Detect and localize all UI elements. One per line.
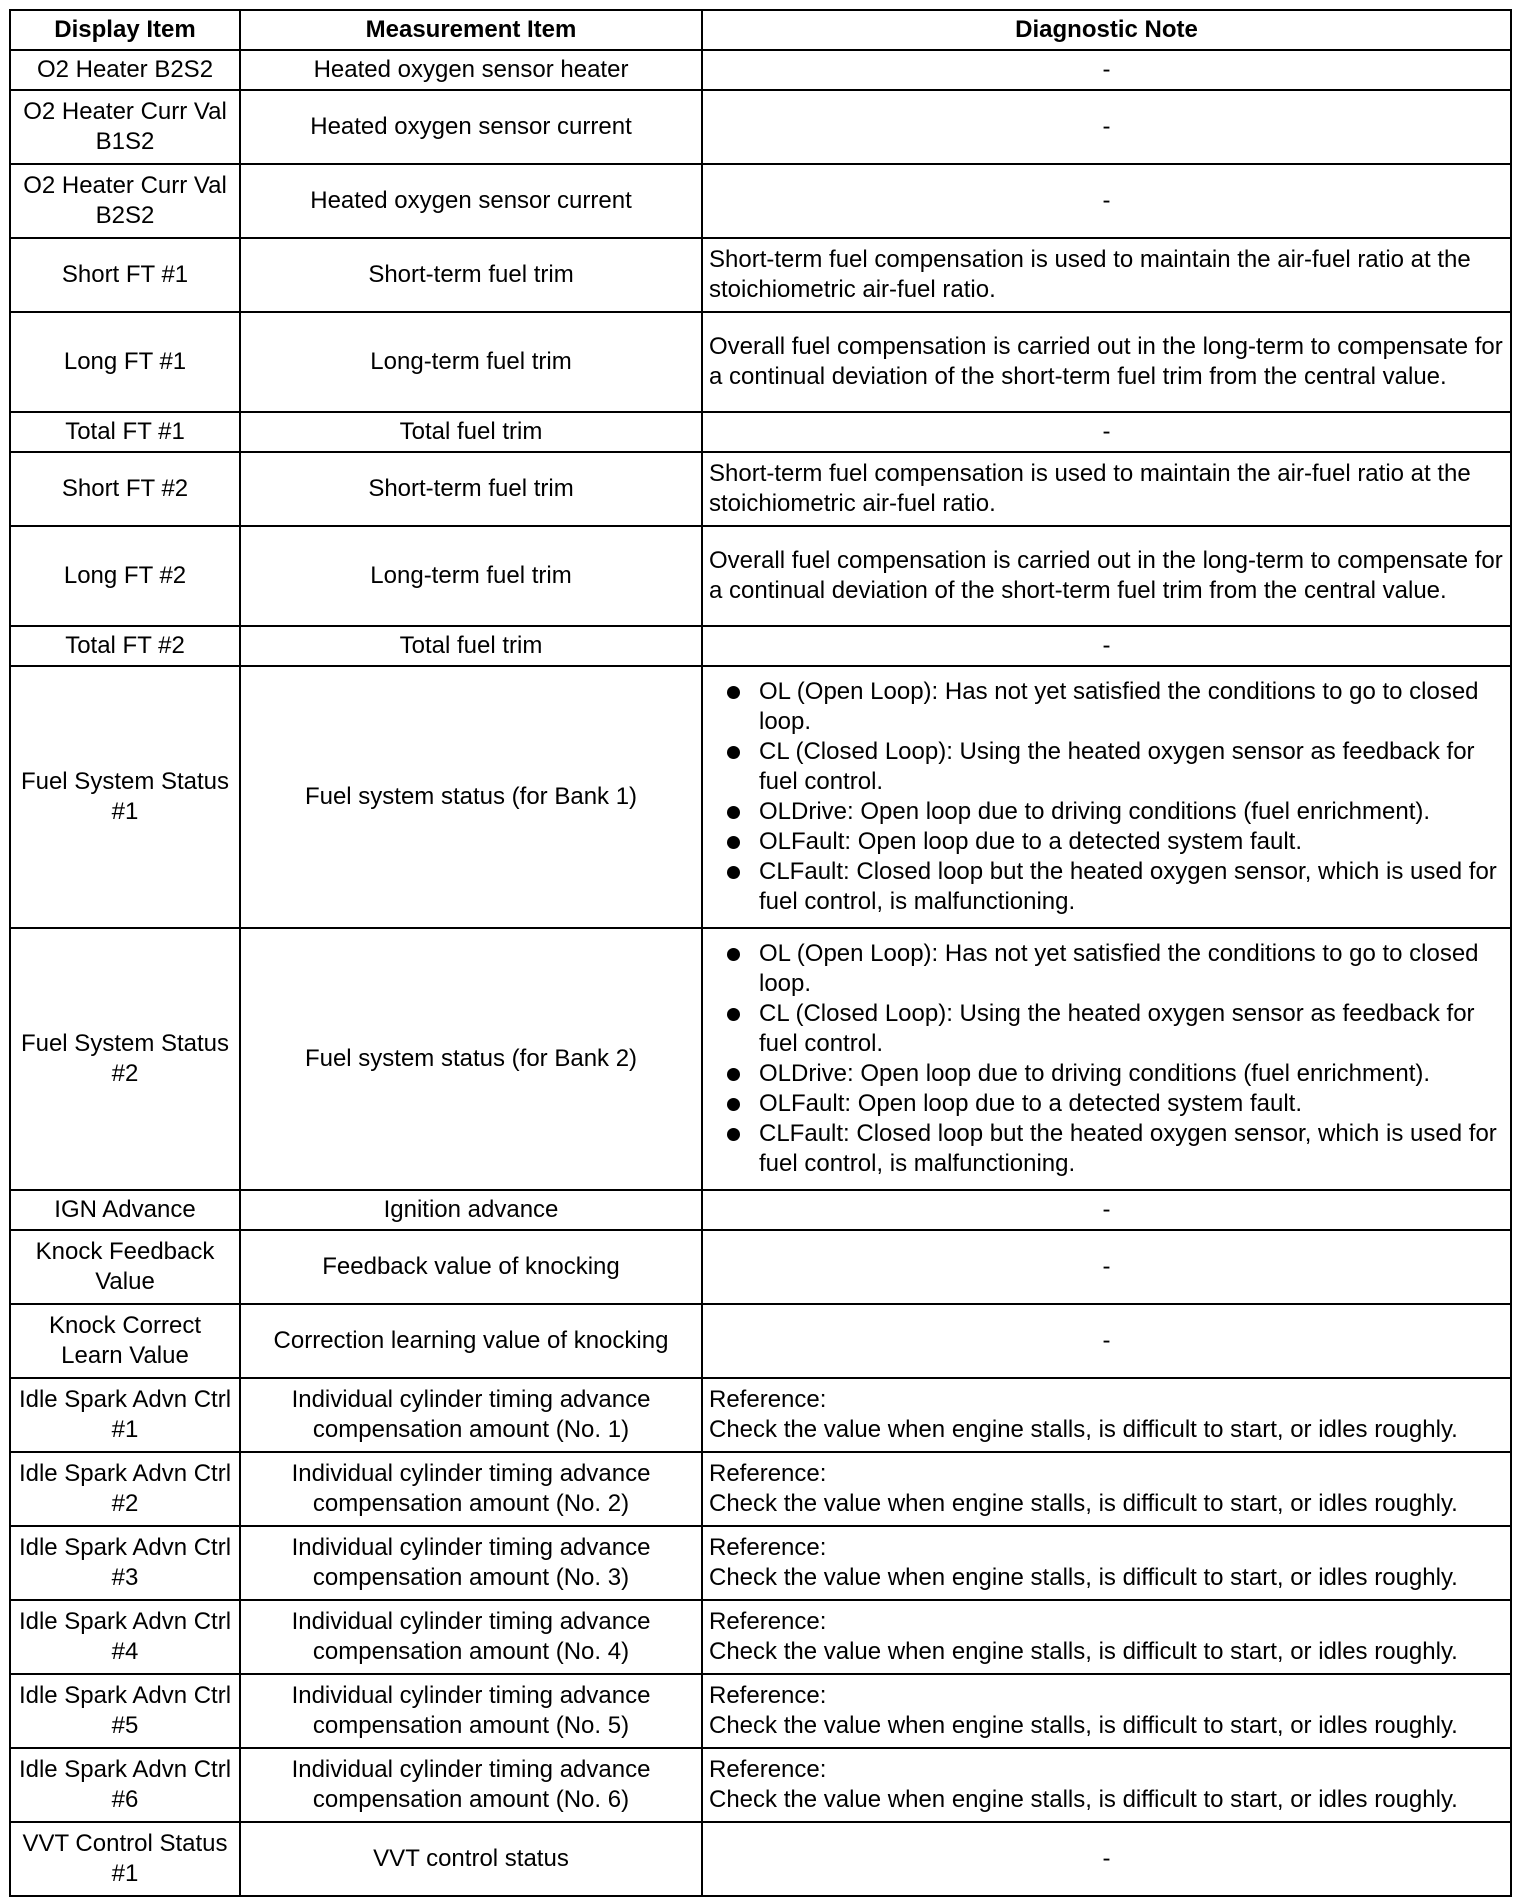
bullet-text: CLFault: Closed loop but the heated oxygen sensor, which is used for fuel control, is malfunctioning. <box>759 858 1497 915</box>
table-row <box>10 452 1511 526</box>
diagnostic-note-cell <box>702 928 1511 1190</box>
diagnostic-note-cell: - <box>702 626 1511 666</box>
status-bullet-item <box>709 939 1504 999</box>
status-bullet-item <box>709 1119 1504 1179</box>
status-bullet-list <box>709 939 1504 1179</box>
display-item-cell: Idle Spark Advn Ctrl #4 <box>10 1600 240 1674</box>
diagnostic-note-cell <box>702 1378 1511 1452</box>
bullet-icon <box>727 686 740 699</box>
reference-text: Check the value when engine stalls, is difficult to start, or idles roughly. <box>709 1416 1458 1443</box>
table-row <box>10 1304 1511 1378</box>
bullet-icon <box>727 948 740 961</box>
table-row <box>10 50 1511 90</box>
display-item-cell: Long FT #2 <box>10 526 240 626</box>
bullet-text: CL (Closed Loop): Using the heated oxygen sensor as feedback for fuel control. <box>759 1000 1475 1057</box>
measurement-item-cell: Individual cylinder timing advance compensation amount (No. 2) <box>240 1452 702 1526</box>
reference-text: Check the value when engine stalls, is difficult to start, or idles roughly. <box>709 1490 1458 1517</box>
table-row <box>10 1600 1511 1674</box>
reference-label: Reference: <box>709 1534 827 1561</box>
reference-text: Check the value when engine stalls, is difficult to start, or idles roughly. <box>709 1638 1458 1665</box>
diagnostic-note-cell: - <box>702 1190 1511 1230</box>
display-item-cell: Total FT #2 <box>10 626 240 666</box>
bullet-icon <box>727 1068 740 1081</box>
status-bullet-item <box>709 1089 1504 1119</box>
measurement-item-cell: Individual cylinder timing advance compensation amount (No. 5) <box>240 1674 702 1748</box>
display-item-cell: Idle Spark Advn Ctrl #6 <box>10 1748 240 1822</box>
bullet-text: OLDrive: Open loop due to driving conditions (fuel enrichment). <box>759 1060 1431 1087</box>
diagnostic-note-cell: Short-term fuel compensation is used to maintain the air-fuel ratio at the stoichiometric air-fuel ratio. <box>702 238 1511 312</box>
measurement-item-cell: Short-term fuel trim <box>240 452 702 526</box>
table-row <box>10 666 1511 928</box>
measurement-item-cell: Fuel system status (for Bank 2) <box>240 928 702 1190</box>
diagnostic-note-cell <box>702 1452 1511 1526</box>
diagnostic-note-cell: - <box>702 1304 1511 1378</box>
status-bullet-item <box>709 857 1504 917</box>
diagnostic-note-cell: Overall fuel compensation is carried out in the long-term to compensate for a continual deviation of the short-term fuel trim from the central value. <box>702 312 1511 412</box>
status-bullet-item <box>709 1059 1504 1089</box>
display-item-cell: Idle Spark Advn Ctrl #2 <box>10 1452 240 1526</box>
measurement-item-cell: Long-term fuel trim <box>240 526 702 626</box>
header-row <box>10 10 1511 50</box>
status-bullet-item <box>709 677 1504 737</box>
bullet-text: CL (Closed Loop): Using the heated oxygen sensor as feedback for fuel control. <box>759 738 1475 795</box>
header-diagnostic-note: Diagnostic Note <box>702 10 1511 50</box>
table-row <box>10 1748 1511 1822</box>
diagnostic-note-cell <box>702 1674 1511 1748</box>
table-row <box>10 1378 1511 1452</box>
table-row <box>10 412 1511 452</box>
reference-label: Reference: <box>709 1386 827 1413</box>
table-row <box>10 928 1511 1190</box>
table-row <box>10 90 1511 164</box>
display-item-cell: O2 Heater Curr Val B1S2 <box>10 90 240 164</box>
diagnostic-data-table <box>9 9 1512 1897</box>
display-item-cell: Knock Correct Learn Value <box>10 1304 240 1378</box>
bullet-icon <box>727 1008 740 1021</box>
measurement-item-cell: Total fuel trim <box>240 412 702 452</box>
status-bullet-item <box>709 999 1504 1059</box>
measurement-item-cell: Individual cylinder timing advance compensation amount (No. 1) <box>240 1378 702 1452</box>
display-item-cell: Idle Spark Advn Ctrl #5 <box>10 1674 240 1748</box>
header-measurement-item: Measurement Item <box>240 10 702 50</box>
display-item-cell: Long FT #1 <box>10 312 240 412</box>
table-row <box>10 238 1511 312</box>
reference-label: Reference: <box>709 1608 827 1635</box>
reference-label: Reference: <box>709 1682 827 1709</box>
diagnostic-note-cell: Short-term fuel compensation is used to maintain the air-fuel ratio at the stoichiometric air-fuel ratio. <box>702 452 1511 526</box>
display-item-cell: O2 Heater B2S2 <box>10 50 240 90</box>
reference-text: Check the value when engine stalls, is difficult to start, or idles roughly. <box>709 1712 1458 1739</box>
bullet-icon <box>727 1098 740 1111</box>
measurement-item-cell: Fuel system status (for Bank 1) <box>240 666 702 928</box>
diagnostic-note-cell: - <box>702 90 1511 164</box>
measurement-item-cell: Heated oxygen sensor current <box>240 164 702 238</box>
measurement-item-cell: Individual cylinder timing advance compensation amount (No. 6) <box>240 1748 702 1822</box>
measurement-item-cell: Ignition advance <box>240 1190 702 1230</box>
reference-label: Reference: <box>709 1460 827 1487</box>
bullet-text: OL (Open Loop): Has not yet satisfied the conditions to go to closed loop. <box>759 678 1479 735</box>
table-row <box>10 626 1511 666</box>
measurement-item-cell: Individual cylinder timing advance compensation amount (No. 3) <box>240 1526 702 1600</box>
diagnostic-note-cell: - <box>702 50 1511 90</box>
display-item-cell: IGN Advance <box>10 1190 240 1230</box>
table-row <box>10 312 1511 412</box>
bullet-icon <box>727 836 740 849</box>
display-item-cell: Total FT #1 <box>10 412 240 452</box>
bullet-text: OLFault: Open loop due to a detected system fault. <box>759 1090 1302 1117</box>
bullet-icon <box>727 746 740 759</box>
table-row <box>10 526 1511 626</box>
bullet-text: OL (Open Loop): Has not yet satisfied the conditions to go to closed loop. <box>759 940 1479 997</box>
table-row <box>10 1230 1511 1304</box>
table-row <box>10 164 1511 238</box>
display-item-cell: Idle Spark Advn Ctrl #1 <box>10 1378 240 1452</box>
measurement-item-cell: VVT control status <box>240 1822 702 1896</box>
diagnostic-note-cell: - <box>702 1822 1511 1896</box>
table-row <box>10 1822 1511 1896</box>
display-item-cell: Short FT #1 <box>10 238 240 312</box>
table-header <box>10 10 1511 50</box>
measurement-item-cell: Total fuel trim <box>240 626 702 666</box>
bullet-icon <box>727 866 740 879</box>
table-row <box>10 1526 1511 1600</box>
status-bullet-item <box>709 827 1504 857</box>
display-item-cell: Fuel System Status #1 <box>10 666 240 928</box>
bullet-icon <box>727 1128 740 1141</box>
reference-text: Check the value when engine stalls, is difficult to start, or idles roughly. <box>709 1786 1458 1813</box>
table-row <box>10 1674 1511 1748</box>
status-bullet-item <box>709 737 1504 797</box>
diagnostic-note-cell <box>702 666 1511 928</box>
diagnostic-note-cell: - <box>702 1230 1511 1304</box>
display-item-cell: Idle Spark Advn Ctrl #3 <box>10 1526 240 1600</box>
reference-text: Check the value when engine stalls, is difficult to start, or idles roughly. <box>709 1564 1458 1591</box>
display-item-cell: Knock Feedback Value <box>10 1230 240 1304</box>
measurement-item-cell: Short-term fuel trim <box>240 238 702 312</box>
table-row <box>10 1190 1511 1230</box>
table-row <box>10 1452 1511 1526</box>
diagnostic-note-cell: - <box>702 164 1511 238</box>
measurement-item-cell: Feedback value of knocking <box>240 1230 702 1304</box>
diagnostic-note-cell: - <box>702 412 1511 452</box>
bullet-text: OLDrive: Open loop due to driving conditions (fuel enrichment). <box>759 798 1431 825</box>
bullet-text: OLFault: Open loop due to a detected system fault. <box>759 828 1302 855</box>
bullet-icon <box>727 806 740 819</box>
measurement-item-cell: Heated oxygen sensor current <box>240 90 702 164</box>
measurement-item-cell: Heated oxygen sensor heater <box>240 50 702 90</box>
diagnostic-note-cell <box>702 1748 1511 1822</box>
display-item-cell: Short FT #2 <box>10 452 240 526</box>
measurement-item-cell: Correction learning value of knocking <box>240 1304 702 1378</box>
diagnostic-note-cell <box>702 1526 1511 1600</box>
display-item-cell: O2 Heater Curr Val B2S2 <box>10 164 240 238</box>
status-bullet-item <box>709 797 1504 827</box>
diagnostic-note-cell: Overall fuel compensation is carried out in the long-term to compensate for a continual deviation of the short-term fuel trim from the central value. <box>702 526 1511 626</box>
measurement-item-cell: Individual cylinder timing advance compensation amount (No. 4) <box>240 1600 702 1674</box>
display-item-cell: VVT Control Status #1 <box>10 1822 240 1896</box>
measurement-item-cell: Long-term fuel trim <box>240 312 702 412</box>
display-item-cell: Fuel System Status #2 <box>10 928 240 1190</box>
status-bullet-list <box>709 677 1504 917</box>
diagnostic-note-cell <box>702 1600 1511 1674</box>
table-body <box>10 50 1511 1896</box>
reference-label: Reference: <box>709 1756 827 1783</box>
header-display-item: Display Item <box>10 10 240 50</box>
bullet-text: CLFault: Closed loop but the heated oxygen sensor, which is used for fuel control, is malfunctioning. <box>759 1120 1497 1177</box>
